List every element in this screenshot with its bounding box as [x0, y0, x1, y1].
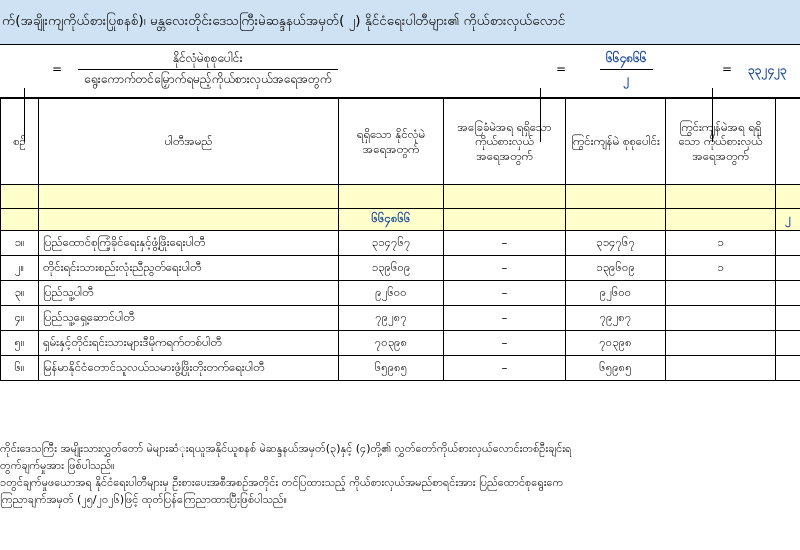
row-extra-seats — [666, 306, 776, 331]
row-last — [776, 256, 800, 281]
row-no: ၂။ — [1, 256, 39, 281]
table-header-row — [1, 99, 800, 185]
row-no: ၅။ — [1, 331, 39, 356]
table-body — [1, 185, 800, 381]
row-party-name: ပြည်ထောင်စုကြံ့ခိုင်ရေးနှင့်ဖွံ့ဖြိုးရေးပါတီ — [39, 231, 339, 256]
row-no: ၃။ — [1, 281, 39, 306]
table-row — [1, 331, 800, 356]
table-row — [1, 281, 800, 306]
row-remainder: ၆၅၉၈၅ — [566, 356, 666, 381]
total-cell-extra-seats — [666, 209, 776, 231]
footnote-line: ၁တွင်ချက်မှုဖယောအရ နိုင်ငံရေးပါတီများမှ ဦးစားပေးအစီအစဉ်အတိုင်း တင်ပြထားသည့် ကိုယ်စားလှယ်အမည်စာရင်းအား ပြည်ထောင်စုရွေးကေ — [0, 476, 564, 490]
formula-equals-1: = — [52, 62, 63, 76]
row-party-name: တိုင်းရင်းသားစည်းလုံးညီညွတ်ရေးပါတီ — [39, 256, 339, 281]
formula-fraction-1 — [78, 50, 338, 89]
row-no: ၆။ — [1, 356, 39, 381]
total-cell-no — [1, 209, 39, 231]
header-cell-extra-seats: ကြွင်းကျန်မဲအရ ရရှိသော ကိုယ်စားလှယ် အရေအတွက် — [666, 99, 776, 185]
table-total-row — [1, 209, 800, 231]
formula-fraction-2-numerator: ၆၆၄၈၆၆ — [606, 51, 647, 65]
total-cell-last: ၂ — [776, 209, 800, 231]
table-row — [1, 256, 800, 281]
row-extra-seats — [666, 281, 776, 306]
results-table — [0, 98, 800, 381]
row-party-name: ပြည်သူ့ရှေ့ဆောင်ပါတီ — [39, 306, 339, 331]
row-base-seats: – — [444, 331, 566, 356]
row-base-seats: – — [444, 231, 566, 256]
row-valid-votes: ၁၃၉၆၀၉ — [339, 256, 444, 281]
row-last — [776, 231, 800, 256]
spacer-cell-no — [1, 185, 39, 209]
row-base-seats: – — [444, 306, 566, 331]
header-cell-valid-votes: ရရှိသော နိုင်လုံမဲ အရေအတွက် — [339, 99, 444, 185]
total-cell-valid-votes: ၆၆၄၈၆၆ — [339, 209, 444, 231]
spacer-cell-extra — [666, 185, 776, 209]
spacer-cell-valid — [339, 185, 444, 209]
total-cell-remainder — [566, 209, 666, 231]
total-cell-label — [39, 209, 339, 231]
row-remainder: ၇၉၂၈၇ — [566, 306, 666, 331]
table-row — [1, 356, 800, 381]
row-party-name: ပြည်သူ့ပါတီ — [39, 281, 339, 306]
spacer-cell-last — [776, 185, 800, 209]
formula-equals-3: = — [722, 62, 733, 76]
footnote-line: ကြညာချက်အမှတ် (၂၅/၂၀၂၆)ဖြင့် ထုတ်ပြန်ကြေညာထားပြီးဖြစ်ပါသည်။ — [0, 493, 287, 507]
formula-equals-2: = — [556, 62, 567, 76]
header-cell-party-name: ပါတီအမည် — [39, 99, 339, 185]
row-last — [776, 331, 800, 356]
row-last — [776, 281, 800, 306]
row-no: ၁။ — [1, 231, 39, 256]
row-remainder: ၁၃၉၆၀၉ — [566, 256, 666, 281]
table-row — [1, 306, 800, 331]
row-party-name: မြန်မာနိုင်ငံတောင်သူလယ်သမားဖွံ့ဖြိုးတိုးတက်ရေးပါတီ — [39, 356, 339, 381]
row-base-seats: – — [444, 256, 566, 281]
spacer-cell-name — [39, 185, 339, 209]
spacer-cell-base — [444, 185, 566, 209]
row-extra-seats — [666, 356, 776, 381]
footnotes-block — [0, 440, 800, 508]
table-header — [1, 99, 800, 185]
row-remainder: ၃၁၄၇၆၇ — [566, 231, 666, 256]
spacer-cell-rem — [566, 185, 666, 209]
formula-fraction-2 — [600, 50, 653, 89]
row-valid-votes: ၇၀၃၉၈ — [339, 331, 444, 356]
formula-result: ၃၃၂၄၂၃ — [748, 63, 787, 77]
table-spacer-row — [1, 185, 800, 209]
footnote-line: ကိုင်းဒေသကြီး အမျိုးသားလွှတ်တော် မဲများဆံုးရယူအနိုင်ယူစနစ် မဲဆန္ဒနယ်အမှတ်(၃)နှင့် (၄)တို့၏ လွှတ်တော်ကိုယ်စားလှယ်လောင်းတစ်ဦးချင်းရ — [0, 442, 572, 455]
row-remainder: ၉၂၆၀၀ — [566, 281, 666, 306]
header-cell-last — [776, 99, 800, 185]
row-base-seats: – — [444, 356, 566, 381]
formula-fraction-1-numerator: နိုင်လုံမဲစုစုပေါင်း — [172, 51, 243, 65]
formula-fraction-1-denominator: ရွေးကောက်တင်မြှောက်ရမည့်ကိုယ်စားလှယ်အရေအတွက် — [78, 69, 338, 89]
formula-strip — [0, 44, 800, 98]
row-valid-votes: ၃၁၄၇၆၇ — [339, 231, 444, 256]
row-party-name: ရှမ်းနှင့်တိုင်းရင်းသားများဒီမိုကရက်တစ်ပါတီ — [39, 331, 339, 356]
footnote-line: တွက်ချက်မှုအား ဖြစ်ပါသည်။ — [0, 459, 115, 473]
row-no: ၄။ — [1, 306, 39, 331]
row-extra-seats — [666, 331, 776, 356]
row-valid-votes: ၆၅၉၈၅ — [339, 356, 444, 381]
header-cell-base-seats: အခြေခံမဲအရ ရရှိသော ကိုယ်စားလှယ် အရေအတွက် — [444, 99, 566, 185]
page-title: က်(အချိုးကျကိုယ်စားပြုစနစ်)၊ မန္တလေးတိုင်းဒေသကြီးမဲဆန္ဒနယ်အမှတ်( ၂) နိုင်ငံရေးပါတီများ၏ ကိုယ်စားလှယ်လောင် — [2, 13, 566, 29]
table-row — [1, 231, 800, 256]
header-cell-remainder-votes: ကြွင်းကျန်မဲ စုစုပေါင်း — [566, 99, 666, 185]
row-last — [776, 356, 800, 381]
row-base-seats: – — [444, 281, 566, 306]
row-valid-votes: ၉၂၆၀၀ — [339, 281, 444, 306]
row-last — [776, 306, 800, 331]
row-extra-seats: ၁ — [666, 231, 776, 256]
row-valid-votes: ၇၉၂၈၇ — [339, 306, 444, 331]
row-extra-seats: ၁ — [666, 256, 776, 281]
formula-fraction-2-denominator: ၂ — [600, 69, 653, 89]
row-remainder: ၇၀၃၉၈ — [566, 331, 666, 356]
page-header-band — [0, 0, 800, 45]
total-cell-base-seats — [444, 209, 566, 231]
header-cell-no: စဉ် — [1, 99, 39, 185]
